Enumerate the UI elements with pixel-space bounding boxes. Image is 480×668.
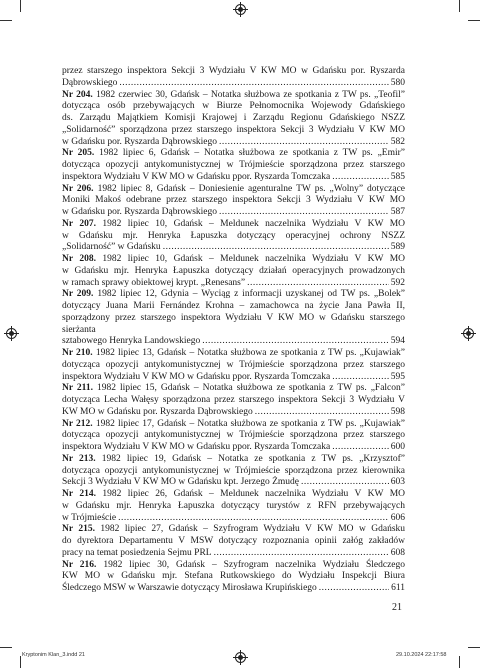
crop-mark: [20, 656, 21, 668]
toc-entry-line: [62, 313, 405, 337]
toc-entry-line: [62, 231, 405, 243]
registration-mark-top: [235, 4, 246, 15]
entry-description: dotycząca Lecha Wałęsy sporządzona przez starszego inspektora Sekcji 3 Wydziału V: [62, 395, 405, 405]
entry-description: inspektora Wydziału V KW MO w Gdańsku ppor. Ryszarda Tomczaka: [62, 371, 331, 382]
dot-leader: [202, 336, 389, 348]
document-number: Nr 205.: [62, 148, 95, 159]
entry-description: dotycząca opozycji antykomunistycznej w Trójmieście sporządzona przez kierownika: [62, 465, 405, 476]
toc-entry-line: [62, 195, 405, 207]
crop-mark: [468, 647, 480, 648]
toc-entry-line: [62, 477, 405, 489]
entry-description: 1982 lipiec 6, Gdańsk – Notatka służbowa ze spotkania z TW ps. „Emir”: [99, 148, 406, 159]
entry-page-number: 589: [390, 242, 405, 253]
entry-description: 1982 lipiec 12, Gdynia – Wyciąg z informacji uzyskanej od TW ps. „Bolek”: [97, 289, 406, 300]
toc-entry-line: [62, 242, 405, 254]
toc-entry-line: [62, 278, 405, 290]
entry-page-number: 587: [390, 207, 405, 217]
toc-entry-line: [62, 219, 405, 231]
page-number: 21: [392, 602, 402, 613]
entry-page-number: 606: [390, 512, 405, 523]
entry-description: w ramach sprawy obiektowej krypt. „Renesans”: [62, 277, 246, 288]
toc-entry-line: [62, 289, 405, 301]
document-number: Nr 209.: [62, 289, 94, 300]
slug-date: 29.10.2024 22:17:58: [396, 652, 447, 658]
toc-entry-line: [62, 407, 405, 419]
toc-entry-line: [62, 430, 405, 442]
document-number: Nr 213.: [62, 453, 96, 464]
toc-entry-line: [62, 184, 405, 196]
entry-description: 1982 czerwiec 30, Gdańsk – Notatka służbowa ze spotkania z TW ps. „Teofil”: [96, 89, 406, 100]
entry-description: 1982 lipiec 17, Gdańsk – Notatka służbowa ze spotkania z TW ps. „Kujawiak”: [95, 418, 406, 429]
entry-description: dotycząca osób przebywających w Biurze Pełnomocnika Wojewody Gdańskiego: [62, 101, 405, 112]
toc-entry: [62, 90, 405, 149]
entry-description: 1982 lipiec 15, Gdańsk – Notatka służbowa ze spotkania z TW ps. „Falcon”: [96, 383, 405, 394]
toc-entry-line: [62, 113, 405, 125]
entry-description: inspektora Wydziału V KW MO w Gdańsku ppor. Ryszarda Tomczaka: [62, 442, 331, 452]
entry-page-number: 595: [390, 371, 405, 382]
toc-entry-line: [62, 137, 405, 149]
dot-leader: [319, 583, 389, 595]
entry-description: 1982 lipiec 13, Gdańsk – Notatka służbowa ze spotkania z TW ps. „Kujawiak”: [95, 348, 406, 358]
toc-entry: [62, 560, 405, 595]
toc-entry-line: [62, 160, 405, 172]
toc-entry-line: [62, 90, 405, 102]
dot-leader: [332, 172, 389, 184]
toc-entry: [62, 148, 405, 183]
dot-leader: [119, 78, 388, 90]
entry-description: KW MO w Gdańsku por. Ryszarda Dąbrowskiego: [62, 406, 253, 417]
toc-entry-line: [62, 348, 405, 360]
entry-page-number: 598: [390, 406, 405, 417]
entry-description: sztabowego Henryka Landowskiego: [62, 336, 201, 347]
entry-description: dotyczący Juana Marii Fernández Krohna – zamachowca na życie Jana Pawła II,: [62, 301, 405, 311]
entry-description: 1982 lipiec 27, Gdańsk – Szyfrogram Wydziału V KW MO w Gdańsku: [100, 524, 406, 535]
dot-leader: [332, 442, 389, 454]
entry-description: w Gdańsku mjr. Henryka Łapuszka dotyczący działań operacyjnych prowadzonych: [62, 265, 405, 276]
entry-page-number: 594: [390, 336, 405, 347]
toc-entry-line: [62, 466, 405, 478]
toc-entry-line: [62, 148, 405, 160]
entry-description: w Gdańsku mjr. Henryka Łapuszka dotyczący turystów z RFN przebywających: [62, 500, 405, 511]
entry-page-number: 603: [390, 477, 405, 488]
document-number: Nr 214.: [62, 489, 96, 499]
entry-description: „Solidarność” sporządzona przez starszego inspektora Sekcji 3 Wydziału V KW MO: [62, 124, 405, 135]
toc-entry-line: [62, 66, 405, 78]
document-number: Nr 210.: [62, 348, 93, 358]
toc-entry-line: [62, 548, 405, 560]
crop-mark: [20, 0, 21, 12]
entry-description: Dąbrowskiego: [62, 77, 118, 88]
toc-entry-line: [62, 207, 405, 219]
entry-description: w Trójmieście: [62, 512, 117, 523]
toc-entry-line: [62, 489, 405, 501]
toc-entry: [62, 383, 405, 418]
entry-description: 1982 lipiec 8, Gdańsk – Doniesienie agenturalne TW ps. „Wolny” dotyczące: [97, 183, 406, 194]
toc-entry-line: [62, 501, 405, 513]
toc-entry-line: [62, 101, 405, 113]
entry-page-number: 585: [390, 171, 405, 182]
slug-file: Kryptonim Klan_3.indd 21: [22, 652, 85, 658]
entry-description: dotycząca opozycji antykomunistycznej w Trójmieście sporządzona przez starszego: [62, 359, 405, 370]
toc-entry-line: [62, 254, 405, 266]
entry-page-number: 600: [390, 442, 405, 452]
entry-description: Śledczego MSW w Warszawie dotyczący Mirosława Krupińskiego: [62, 583, 317, 593]
document-number: Nr 216.: [62, 559, 97, 570]
toc-entry: [62, 289, 405, 348]
toc-entry: [62, 489, 405, 524]
toc-entry-line: [62, 336, 405, 348]
entry-description: dotycząca opozycji antykomunistycznej w Trójmieście sporządzona przez starszego: [62, 160, 405, 170]
dot-leader: [118, 513, 389, 525]
toc-entry-line: [62, 524, 405, 536]
dot-leader: [301, 477, 389, 489]
document-number: Nr 208.: [62, 254, 96, 264]
entry-description: przez starszego inspektora Sekcji 3 Wydziału V KW MO w Gdańsku por. Ryszarda: [62, 66, 405, 76]
entry-description: KW MO w Gdańsku mjr. Stefana Rutkowskiego do Wydziału Inspekcji Biura: [62, 571, 405, 582]
document-number: Nr 215.: [62, 524, 95, 535]
entry-page-number: 582: [390, 136, 405, 147]
registration-mark-left: [6, 328, 17, 339]
toc-entry-line: [62, 172, 405, 184]
toc-entry-line: [62, 78, 405, 90]
crop-mark: [459, 0, 460, 12]
dot-leader: [163, 242, 389, 254]
entry-description: w Gdańsku por. Ryszarda Dąbrowskiego: [62, 207, 218, 217]
entry-description: do dyrektora Departamentu V MSW dotyczący rozpoznania opinii załóg zakładów: [62, 536, 405, 546]
document-number: Nr 207.: [62, 218, 96, 229]
document-number: Nr 204.: [62, 89, 93, 100]
toc-entry-line: [62, 360, 405, 372]
entry-description: w Gdańsku por. Ryszarda Dąbrowskiego: [62, 136, 218, 147]
document-number: Nr 212.: [62, 418, 93, 429]
crop-mark: [0, 647, 12, 648]
toc-entry-line: [62, 383, 405, 395]
entry-description: 1982 lipiec 19, Gdańsk – Notatka ze spotkania z TW ps. „Krzysztof”: [101, 453, 406, 464]
entry-description: 1982 lipiec 10, Gdańsk – Meldunek naczelnika Wydziału V KW MO: [102, 218, 406, 229]
toc-entry-line: [62, 454, 405, 466]
dot-leader: [219, 207, 389, 219]
entry-page-number: 592: [390, 277, 405, 288]
dot-leader: [255, 407, 389, 419]
toc-entry: [62, 454, 405, 489]
entry-description: „Solidarność” w Gdańsku: [62, 242, 161, 253]
registration-mark-bottom: [235, 652, 246, 663]
table-of-contents: [62, 66, 405, 595]
entry-page-number: 608: [390, 547, 405, 558]
toc-entry-line: [62, 125, 405, 137]
entry-description: 1982 lipiec 26, Gdańsk – Meldunek naczelnika Wydziału V KW MO: [102, 489, 406, 499]
toc-entry-line: [62, 419, 405, 431]
toc-entry-line: [62, 395, 405, 407]
entry-description: w Gdańsku mjr. Henryka Łapuszka dotyczący operacyjnej ochrony NSZZ: [62, 230, 405, 241]
crop-mark: [459, 656, 460, 668]
crop-mark: [0, 20, 12, 21]
dot-leader: [332, 372, 389, 384]
registration-mark-right: [463, 328, 474, 339]
entry-description: pracy na temat posiedzenia Sejmu PRL: [62, 547, 212, 558]
document-number: Nr 206.: [62, 183, 94, 194]
dot-leader: [214, 548, 389, 560]
toc-entry: [62, 219, 405, 254]
toc-entry-line: [62, 513, 405, 525]
toc-entry-line: [62, 372, 405, 384]
toc-entry-line: [62, 536, 405, 548]
entry-description: sporządzony przez starszego inspektora Wydziału V KW MO w Gdańsku starszego sierżanta: [62, 312, 405, 335]
dot-leader: [219, 137, 389, 149]
toc-entry: [62, 254, 405, 289]
toc-entry: [62, 348, 405, 383]
toc-entry-line: [62, 301, 405, 313]
entry-description: 1982 lipiec 30, Gdańsk – Szyfrogram naczelnika Wydziału Śledczego: [103, 559, 406, 570]
entry-page-number: 580: [390, 77, 405, 88]
entry-description: inspektora Wydziału V KW MO w Gdańsku ppor. Ryszarda Tomczaka: [62, 171, 331, 182]
toc-entry: [62, 66, 405, 90]
toc-entry-line: [62, 266, 405, 278]
toc-entry: [62, 184, 405, 219]
toc-entry-line: [62, 442, 405, 454]
toc-entry-line: [62, 571, 405, 583]
toc-entry-line: [62, 560, 405, 572]
entry-description: Sekcji 3 Wydziału V KW MO w Gdańsku kpt. Jerzego Żmudę: [62, 477, 299, 488]
entry-description: Moniki Makoś odebrane przez starszego inspektora Sekcji 3 Wydziału V KW MO: [62, 195, 405, 206]
toc-entry-line: [62, 583, 405, 595]
dot-leader: [247, 278, 389, 290]
entry-description: dotycząca opozycji antykomunistycznej w Trójmieście sporządzona przez starszego: [62, 430, 405, 441]
entry-description: ds. Zarządu Majątkiem Komisji Krajowej i Zarządu Regionu Gdańskiego NSZZ: [62, 113, 405, 123]
toc-entry: [62, 419, 405, 454]
crop-mark: [468, 20, 480, 21]
document-number: Nr 211.: [62, 383, 93, 394]
toc-entry: [62, 524, 405, 559]
entry-description: 1982 lipiec 10, Gdańsk – Meldunek naczelnika Wydziału V KW MO: [102, 254, 406, 264]
entry-page-number: 611: [391, 583, 405, 593]
